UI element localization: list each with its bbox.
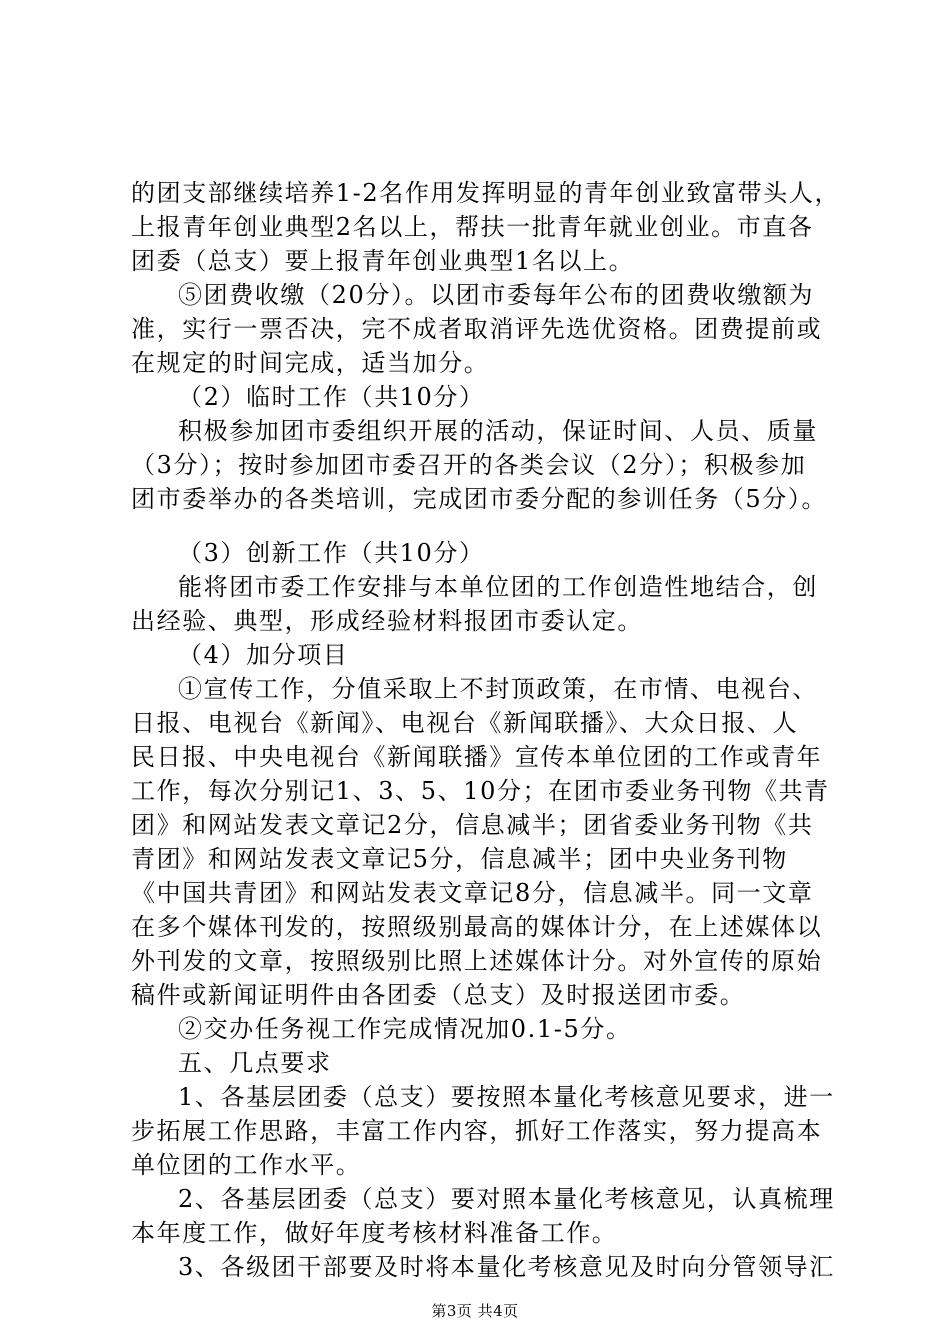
text-line: 1、各基层团委（总支）要按照本量化考核意见要求，进一 bbox=[178, 1083, 835, 1111]
text-line: 3、各级团干部要及时将本量化考核意见及时向分管领导汇 bbox=[178, 1253, 835, 1281]
text-line: 本年度工作，做好年度考核材料准备工作。 bbox=[131, 1219, 618, 1247]
text-line: ②交办任务视工作完成情况加0.1-5分。 bbox=[178, 1015, 632, 1043]
section-heading: （4）加分项目 bbox=[178, 641, 349, 669]
text-line: 外刊发的文章，按照级别比照上述媒体计分。对外宣传的原始 bbox=[131, 947, 823, 975]
text-line: 团委（总支）要上报青年创业典型1名以上。 bbox=[131, 247, 635, 275]
text-line: 日报、电视台《新闻》、电视台《新闻联播》、大众日报、人 bbox=[131, 709, 799, 737]
section-heading: 五、几点要求 bbox=[178, 1049, 332, 1077]
text-line: 稿件或新闻证明件由各团委（总支）及时报送团市委。 bbox=[131, 981, 746, 1009]
text-line: 在规定的时间完成，适当加分。 bbox=[131, 349, 490, 377]
text-line: 步拓展工作思路，丰富工作内容，抓好工作落实，努力提高本 bbox=[131, 1117, 823, 1145]
text-line: 团市委举办的各类培训，完成团市委分配的参训任务（5分）。 bbox=[131, 485, 828, 513]
section-heading: （2）临时工作（共10分） bbox=[178, 383, 485, 411]
text-line: 在多个媒体刊发的，按照级别最高的媒体计分，在上述媒体以 bbox=[131, 913, 823, 941]
text-line: ⑤团费收缴（20分）。以团市委每年公布的团费收缴额为 bbox=[178, 281, 815, 309]
text-line: 2、各基层团委（总支）要对照本量化考核意见，认真梳理 bbox=[178, 1185, 835, 1213]
text-line: ①宣传工作，分值采取上不封顶政策，在市情、电视台、 bbox=[178, 675, 818, 703]
section-heading: （3）创新工作（共10分） bbox=[178, 539, 485, 567]
text-line: 准，实行一票否决，完不成者取消评先选优资格。团费提前或 bbox=[131, 315, 823, 343]
text-line: 能将团市委工作安排与本单位团的工作创造性地结合，创 bbox=[178, 573, 818, 601]
text-line: 《中国共青团》和网站发表文章记8分，信息减半。同一文章 bbox=[131, 879, 814, 907]
page-footer: 第3页 共4页 bbox=[431, 1302, 519, 1320]
text-line: 单位团的工作水平。 bbox=[131, 1151, 362, 1179]
text-line: 团》和网站发表文章记2分，信息减半；团省委业务刊物《共 bbox=[131, 811, 814, 839]
text-line: 出经验、典型，形成经验材料报团市委认定。 bbox=[131, 607, 643, 635]
text-line: 上报青年创业典型2名以上，帮扶一批青年就业创业。市直各 bbox=[131, 213, 814, 241]
text-line: 民日报、中央电视台《新闻联播》宣传本单位团的工作或青年 bbox=[131, 743, 823, 771]
text-line: 青团》和网站发表文章记5分，信息减半；团中央业务刊物 bbox=[131, 845, 788, 873]
text-line: 的团支部继续培养1-2名作用发挥明显的青年创业致富带头人， bbox=[131, 179, 841, 207]
text-line: 工作，每次分别记1、3、5、10分；在团市委业务刊物《共青 bbox=[131, 777, 830, 805]
text-line: （3分）；按时参加团市委召开的各类会议（2分）；积极参加 bbox=[131, 451, 807, 479]
text-line: 积极参加团市委组织开展的活动，保证时间、人员、质量 bbox=[178, 417, 818, 445]
